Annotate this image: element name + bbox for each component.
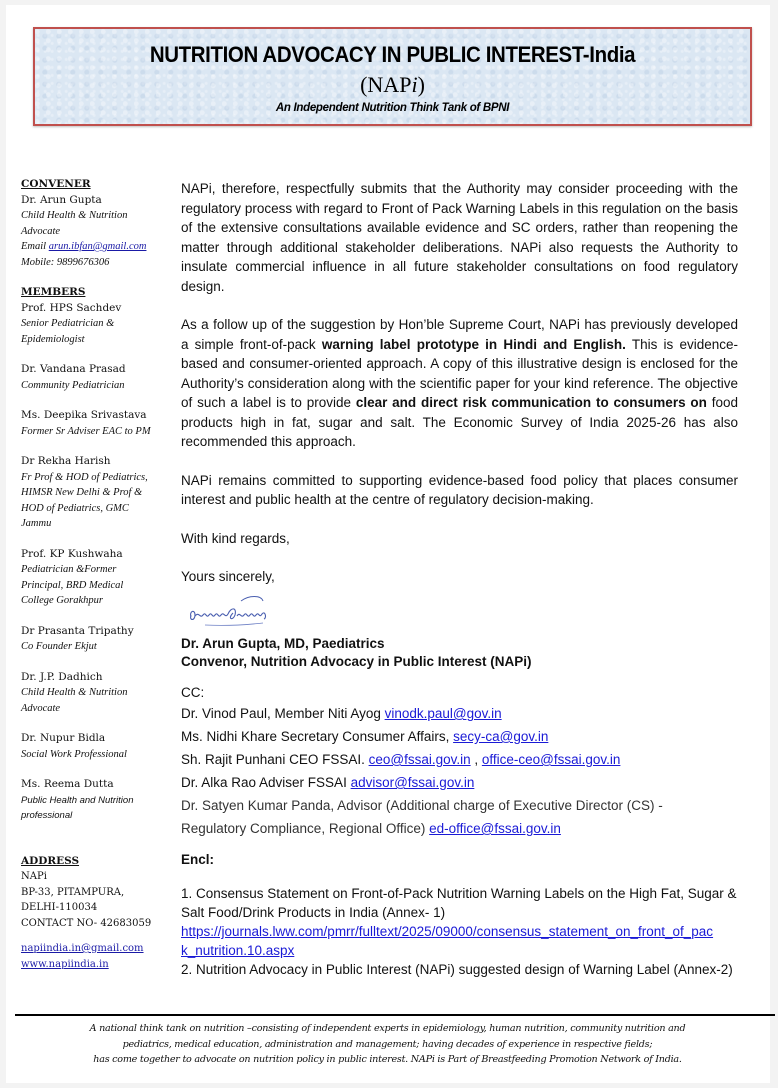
contact-number: CONTACT NO- 42683059: [21, 917, 152, 929]
member-role: Senior Pediatrician &: [21, 318, 115, 329]
paragraph-commitment: NAPi remains committed to supporting evidence-based food policy that places consumer interest and public health at the centre of regulatory decision-making.: [181, 472, 738, 507]
member-entry: [21, 547, 171, 609]
member-role: HOD of Pediatrics, GMC: [21, 502, 129, 514]
cc-email-link[interactable]: office-ceo@fssai.gov.in: [481, 752, 621, 767]
cc-item: [181, 794, 663, 817]
member-role: Public Health and Nutrition: [21, 794, 134, 806]
organization-tagline: An Independent Nutrition Think Tank of BPNI: [275, 102, 510, 114]
acronym-italic: i: [411, 72, 418, 97]
member-role-text: Social Work Professional: [21, 748, 127, 760]
convener-role: Child Health & Nutrition: [21, 210, 128, 221]
member-name: Ms. Deepika Srivastava: [21, 409, 147, 421]
cc-label: CC:: [181, 685, 205, 700]
organization-website-link[interactable]: www.napiindia.in: [21, 958, 109, 970]
member-entry: [21, 731, 171, 762]
cc-recipient: Ms. Nidhi Khare Secretary Consumer Affairs,: [181, 729, 454, 744]
convener-mobile: Mobile: 9899676306: [21, 256, 110, 268]
member-name: Prof. KP Kushwaha: [21, 547, 123, 560]
cc-list: [181, 683, 663, 840]
footer-line: has come together to advocate on nutrition policy in public interest. NAPi is Part of Breastfeeding Promotion Network of India.: [93, 1054, 682, 1065]
separator: ,: [470, 752, 482, 767]
paragraph-prototype: [181, 315, 738, 452]
member-role: Former Sr Adviser EAC to PM: [21, 425, 151, 437]
member-name: Dr. J.P. Dadhich: [21, 670, 103, 683]
organization-email-link[interactable]: napiindia.in@gmail.com: [21, 943, 144, 954]
email-label: Email: [21, 241, 49, 252]
convener-role: Advocate: [21, 225, 61, 237]
cc-recipient: Regulatory Compliance, Regional Office): [181, 821, 430, 836]
signatory-title: Convenor, Nutrition Advocacy in Public Interest (NAPi): [181, 653, 532, 669]
letter-body: [181, 179, 738, 587]
text-run: This is evidence-based and consumer-oriented approach. A copy of this illustrative design is enclosed for the Authority’s consideration along with the scientific paper for your kind reference. The objective of such a label is to provide: [181, 336, 738, 410]
member-entry: [21, 624, 171, 655]
cc-recipient: Dr. Alka Rao Adviser FSSAI: [181, 775, 351, 790]
bold-text-run: warning label prototype in Hindi and English.: [321, 336, 626, 352]
cc-email-link[interactable]: ed-office@fssai.gov.in: [429, 821, 561, 836]
closing-sincerely: Yours sincerely,: [181, 569, 275, 584]
enclosures: [181, 850, 741, 979]
convener-name: Dr. Arun Gupta: [21, 193, 102, 206]
cc-recipient: Sh. Rajit Punhani CEO FSSAI.: [181, 752, 369, 767]
text-run: food products high in fat, sugar and salt. The Economic Survey of India 2025-26 has also recommended this approach.: [181, 395, 738, 449]
cc-email-link[interactable]: vinodk.paul@gov.in: [384, 706, 502, 721]
member-role: [21, 747, 171, 763]
member-entry: [21, 777, 171, 824]
cc-item: [181, 725, 663, 748]
text-run: As a follow up of the suggestion by Hon’ble Supreme Court, NAPi has previously developed a simple front-of-pack: [181, 317, 738, 352]
cc-email-link[interactable]: ceo@fssai.gov.in: [368, 752, 471, 767]
cc-item: [181, 771, 663, 794]
member-entry: [21, 408, 171, 439]
member-role: Jammu: [21, 518, 52, 529]
footer-line: pediatrics, medical education, administration and management; having decades of experience in respective fields;: [122, 1038, 653, 1050]
address-line: BP-33, PITAMPURA,: [21, 886, 125, 898]
cc-email-link[interactable]: advisor@fssai.gov.in: [350, 775, 475, 790]
acronym-prefix: (NAP: [360, 72, 412, 97]
cc-email-link[interactable]: secy-ca@gov.in: [453, 729, 549, 744]
letterhead-banner: [33, 27, 752, 126]
address-heading: ADDRESS: [21, 854, 80, 867]
member-name: Dr Rekha Harish: [21, 455, 111, 467]
bold-text-run: clear and direct risk communication to consumers on: [355, 395, 707, 410]
organization-title: NUTRITION ADVOCACY IN PUBLIC INTEREST-India: [149, 42, 636, 67]
member-role: Child Health & Nutrition: [21, 687, 128, 698]
convener-email-link[interactable]: arun.ibfan@gmail.com: [48, 241, 147, 252]
member-role: Co Founder Ekjut: [21, 641, 97, 652]
member-name: Ms. Reema Dutta: [21, 778, 114, 790]
closing-regards: With kind regards,: [181, 530, 290, 546]
member-name: Dr. Vandana Prasad: [21, 363, 126, 375]
signatory-block: [181, 635, 532, 670]
member-role: HIMSR New Delhi & Prof &: [21, 487, 143, 498]
member-role: College Gorakhpur: [21, 595, 103, 606]
member-entry: [21, 454, 171, 532]
address-line: DELHI-110034: [21, 902, 98, 913]
enclosure-link[interactable]: https://journals.lww.com/pmrr/fulltext/2025/09000/consensus_statement_on_front_of_pac: [181, 924, 714, 939]
member-role: Community Pediatrician: [21, 379, 125, 391]
footer-line: A national think tank on nutrition –consisting of independent experts in epidemiology, human nutrition, community nutrition and: [89, 1023, 686, 1034]
member-entry: [21, 301, 171, 348]
member-role: Epidemiologist: [21, 333, 85, 345]
cc-recipient: Dr. Satyen Kumar Panda, Advisor (Additional charge of Executive Director (CS) -: [181, 798, 663, 813]
sidebar-members: [21, 177, 171, 972]
member-role: professional: [21, 810, 73, 821]
paragraph-submission: NAPi, therefore, respectfully submits that the Authority may consider proceeding with the regulatory process with regard to Front of Pack Warning Labels in this regulation on the basis of the extensive consultations available evidence and SC orders, rather than reopening the matter through additional stakeholder deliberations. NAPi also requests the Authority to insulate commercial influence in all future stakeholder consultations on food regulatory design.: [181, 181, 738, 294]
enclosure-item-2: 2. Nutrition Advocacy in Public Interest (NAPi) suggested design of Warning Label (Annex-2): [181, 962, 733, 977]
convener-heading: CONVENER: [21, 178, 91, 190]
member-entry: [21, 670, 171, 717]
member-role: Pediatrician &Former: [21, 564, 117, 575]
organization-acronym: [35, 72, 750, 98]
members-heading: MEMBERS: [21, 286, 86, 298]
footer-statement: [20, 1021, 755, 1068]
enclosure-link[interactable]: k_nutrition.10.aspx: [181, 943, 295, 958]
enclosures-label: Encl:: [181, 852, 215, 867]
cc-item: [181, 702, 663, 725]
acronym-suffix: ): [417, 72, 425, 97]
address-line: NAPi: [21, 871, 47, 882]
enclosure-item-1: 1. Consensus Statement on Front-of-Pack Nutrition Warning Labels on the High Fat, Sugar & Salt Food/Drink Products in India (Annex- 1): [181, 886, 737, 920]
footer-divider: [15, 1014, 775, 1016]
member-role: Fr Prof & HOD of Pediatrics,: [21, 471, 148, 483]
member-name: Dr. Nupur Bidla: [21, 732, 106, 744]
cc-recipient: Dr. Vinod Paul, Member Niti Ayog: [181, 706, 385, 721]
member-entry: [21, 362, 171, 393]
signatory-name: Dr. Arun Gupta, MD, Paediatrics: [181, 636, 385, 651]
member-role: Advocate: [21, 702, 61, 714]
member-name: Dr Prasanta Tripathy: [21, 624, 134, 637]
convener-email-row: [21, 239, 171, 255]
cc-item: [181, 817, 663, 840]
member-role: Principal, BRD Medical: [21, 579, 124, 591]
signature-image: [185, 585, 305, 630]
cc-item: [181, 748, 663, 771]
member-name: Prof. HPS Sachdev: [21, 301, 122, 314]
